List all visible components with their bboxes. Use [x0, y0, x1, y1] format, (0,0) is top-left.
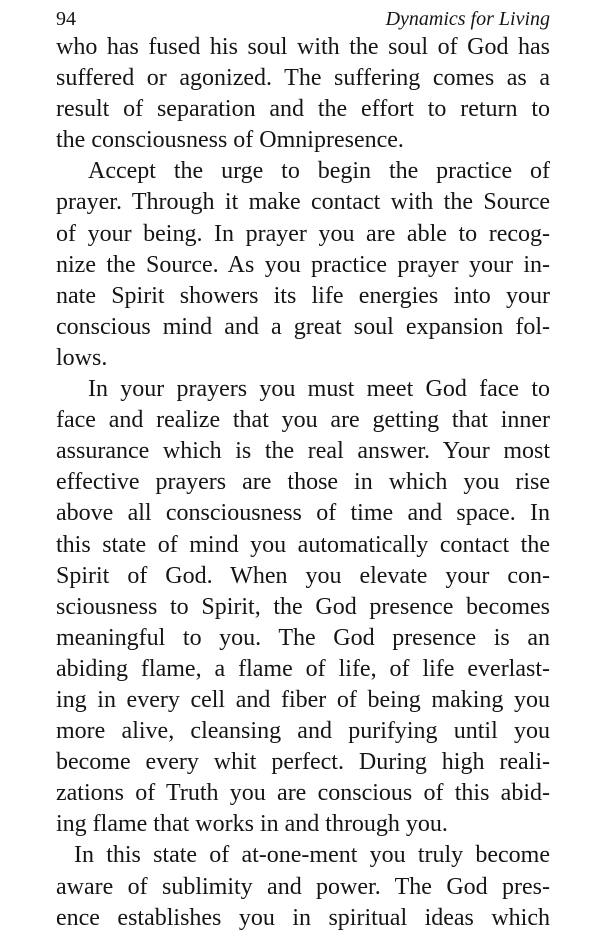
text-line: conscious mind and a great soul expansion fol-	[56, 313, 550, 340]
text-line: prayer. Through it make contact with the Source	[56, 189, 550, 216]
text-line: become every whit perfect. During high reali-	[56, 749, 550, 776]
text-line: ing in every cell and fiber of being making you	[56, 686, 550, 713]
text-line: Accept the urge to begin the practice of	[88, 158, 550, 185]
text-line: nize the Source. As you practice prayer your in-	[56, 251, 550, 278]
text-line: above all consciousness of time and space. In	[56, 500, 550, 527]
text-line: In your prayers you must meet God face to	[88, 376, 550, 403]
running-title: Dynamics for Living	[385, 8, 550, 30]
text-line: more alive, cleansing and purifying until you	[56, 718, 550, 745]
text-line: zations of Truth you are conscious of this abid-	[56, 780, 550, 807]
text-line: the consciousness of Omnipresence.	[56, 127, 404, 154]
text-line: who has fused his soul with the soul of God has	[56, 34, 550, 60]
text-line: this state of mind you automatically contact the	[56, 531, 550, 558]
text-line: of your being. In prayer you are able to recog-	[56, 220, 550, 247]
page-number: 94	[56, 8, 76, 30]
text-line: nate Spirit showers its life energies into your	[56, 282, 550, 309]
text-line: meaningful to you. The God presence is an	[56, 624, 550, 651]
text-line: lows.	[56, 344, 108, 371]
text-line: In this state of at-one-ment you truly become	[74, 842, 550, 869]
text-line: suffered or agonized. The suffering comes as a	[56, 65, 550, 92]
text-line: ing flame that works in and through you.	[56, 811, 448, 838]
text-line: ence establishes you in spiritual ideas which	[56, 904, 550, 931]
text-line: abiding flame, a flame of life, of life everlast-	[56, 655, 550, 682]
text-line: result of separation and the effort to return to	[56, 96, 550, 123]
text-line: face and realize that you are getting that inner	[56, 407, 550, 434]
text-line: assurance which is the real answer. Your most	[56, 438, 550, 465]
body-text	[56, 32, 550, 934]
text-line: effective prayers are those in which you rise	[56, 469, 550, 496]
text-line: sciousness to Spirit, the God presence becomes	[56, 593, 550, 620]
text-line: Spirit of God. When you elevate your con-	[56, 562, 550, 589]
text-line: aware of sublimity and power. The God pres-	[56, 873, 550, 900]
